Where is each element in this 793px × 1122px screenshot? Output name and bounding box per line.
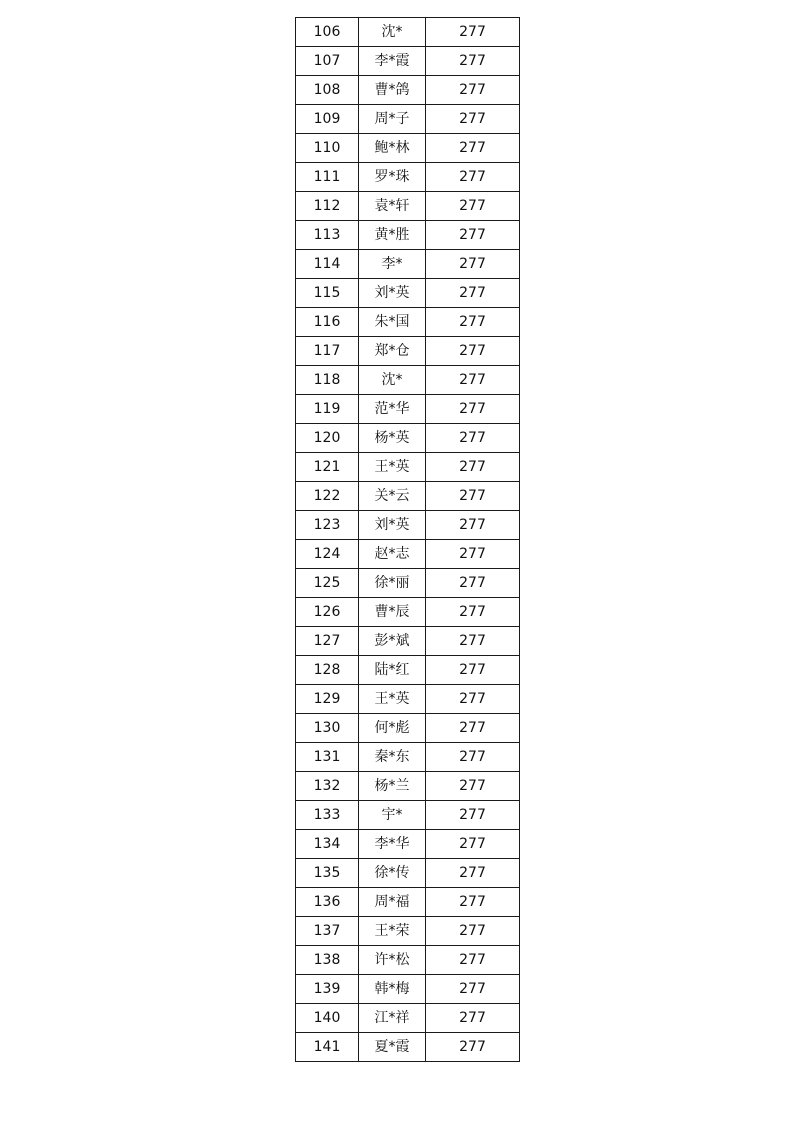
name-cell: 罗*珠: [359, 163, 426, 192]
name-cell: 范*华: [359, 395, 426, 424]
row-number-cell: 126: [296, 598, 359, 627]
score-cell: 277: [426, 1033, 520, 1062]
name-cell: 周*福: [359, 888, 426, 917]
table-row: [296, 1033, 520, 1062]
name-cell: 曹*辰: [359, 598, 426, 627]
roster-table-body: [296, 18, 520, 1062]
name-cell: 关*云: [359, 482, 426, 511]
table-row: [296, 482, 520, 511]
score-cell: 277: [426, 482, 520, 511]
name-cell: 曹*鸽: [359, 76, 426, 105]
name-cell: 江*祥: [359, 1004, 426, 1033]
table-row: [296, 511, 520, 540]
row-number-cell: 136: [296, 888, 359, 917]
score-cell: 277: [426, 366, 520, 395]
score-cell: 277: [426, 76, 520, 105]
score-cell: 277: [426, 888, 520, 917]
score-cell: 277: [426, 308, 520, 337]
score-cell: 277: [426, 540, 520, 569]
row-number-cell: 130: [296, 714, 359, 743]
score-cell: 277: [426, 598, 520, 627]
table-row: [296, 830, 520, 859]
name-cell: 杨*英: [359, 424, 426, 453]
table-row: [296, 395, 520, 424]
table-row: [296, 975, 520, 1004]
score-cell: 277: [426, 627, 520, 656]
row-number-cell: 133: [296, 801, 359, 830]
score-cell: 277: [426, 946, 520, 975]
row-number-cell: 128: [296, 656, 359, 685]
score-cell: 277: [426, 685, 520, 714]
score-cell: 277: [426, 424, 520, 453]
table-row: [296, 888, 520, 917]
row-number-cell: 124: [296, 540, 359, 569]
score-cell: 277: [426, 801, 520, 830]
score-cell: 277: [426, 772, 520, 801]
score-cell: 277: [426, 134, 520, 163]
row-number-cell: 110: [296, 134, 359, 163]
name-cell: 李*: [359, 250, 426, 279]
score-cell: 277: [426, 714, 520, 743]
score-cell: 277: [426, 569, 520, 598]
table-row: [296, 163, 520, 192]
table-row: [296, 18, 520, 47]
row-number-cell: 108: [296, 76, 359, 105]
name-cell: 赵*志: [359, 540, 426, 569]
table-row: [296, 221, 520, 250]
name-cell: 秦*东: [359, 743, 426, 772]
name-cell: 王*英: [359, 453, 426, 482]
row-number-cell: 114: [296, 250, 359, 279]
name-cell: 朱*国: [359, 308, 426, 337]
score-cell: 277: [426, 18, 520, 47]
row-number-cell: 138: [296, 946, 359, 975]
roster-table: [295, 17, 520, 1062]
score-cell: 277: [426, 279, 520, 308]
score-cell: 277: [426, 830, 520, 859]
table-row: [296, 1004, 520, 1033]
table-row: [296, 917, 520, 946]
row-number-cell: 116: [296, 308, 359, 337]
score-cell: 277: [426, 337, 520, 366]
row-number-cell: 115: [296, 279, 359, 308]
name-cell: 杨*兰: [359, 772, 426, 801]
table-row: [296, 308, 520, 337]
name-cell: 宇*: [359, 801, 426, 830]
row-number-cell: 137: [296, 917, 359, 946]
score-cell: 277: [426, 192, 520, 221]
name-cell: 陆*红: [359, 656, 426, 685]
table-row: [296, 801, 520, 830]
score-cell: 277: [426, 917, 520, 946]
score-cell: 277: [426, 859, 520, 888]
table-row: [296, 714, 520, 743]
row-number-cell: 121: [296, 453, 359, 482]
table-row: [296, 134, 520, 163]
name-cell: 许*松: [359, 946, 426, 975]
row-number-cell: 120: [296, 424, 359, 453]
table-row: [296, 337, 520, 366]
score-cell: 277: [426, 395, 520, 424]
name-cell: 彭*斌: [359, 627, 426, 656]
row-number-cell: 117: [296, 337, 359, 366]
row-number-cell: 106: [296, 18, 359, 47]
score-cell: 277: [426, 656, 520, 685]
name-cell: 徐*丽: [359, 569, 426, 598]
name-cell: 郑*仓: [359, 337, 426, 366]
score-cell: 277: [426, 250, 520, 279]
row-number-cell: 107: [296, 47, 359, 76]
row-number-cell: 141: [296, 1033, 359, 1062]
table-row: [296, 598, 520, 627]
name-cell: 黄*胜: [359, 221, 426, 250]
name-cell: 周*子: [359, 105, 426, 134]
row-number-cell: 132: [296, 772, 359, 801]
name-cell: 夏*霞: [359, 1033, 426, 1062]
name-cell: 沈*: [359, 18, 426, 47]
table-row: [296, 540, 520, 569]
name-cell: 刘*英: [359, 279, 426, 308]
score-cell: 277: [426, 105, 520, 134]
name-cell: 王*荣: [359, 917, 426, 946]
row-number-cell: 125: [296, 569, 359, 598]
score-cell: 277: [426, 743, 520, 772]
table-row: [296, 250, 520, 279]
table-row: [296, 366, 520, 395]
row-number-cell: 129: [296, 685, 359, 714]
name-cell: 李*华: [359, 830, 426, 859]
score-cell: 277: [426, 453, 520, 482]
row-number-cell: 113: [296, 221, 359, 250]
score-cell: 277: [426, 221, 520, 250]
name-cell: 沈*: [359, 366, 426, 395]
table-row: [296, 47, 520, 76]
table-row: [296, 685, 520, 714]
score-cell: 277: [426, 975, 520, 1004]
row-number-cell: 127: [296, 627, 359, 656]
table-row: [296, 453, 520, 482]
name-cell: 李*霞: [359, 47, 426, 76]
score-cell: 277: [426, 47, 520, 76]
name-cell: 王*英: [359, 685, 426, 714]
name-cell: 鲍*林: [359, 134, 426, 163]
table-row: [296, 627, 520, 656]
score-cell: 277: [426, 163, 520, 192]
row-number-cell: 123: [296, 511, 359, 540]
row-number-cell: 140: [296, 1004, 359, 1033]
row-number-cell: 134: [296, 830, 359, 859]
table-row: [296, 946, 520, 975]
row-number-cell: 109: [296, 105, 359, 134]
table-row: [296, 656, 520, 685]
name-cell: 徐*传: [359, 859, 426, 888]
name-cell: 刘*英: [359, 511, 426, 540]
table-row: [296, 105, 520, 134]
row-number-cell: 119: [296, 395, 359, 424]
row-number-cell: 118: [296, 366, 359, 395]
row-number-cell: 111: [296, 163, 359, 192]
score-cell: 277: [426, 511, 520, 540]
name-cell: 韩*梅: [359, 975, 426, 1004]
table-row: [296, 743, 520, 772]
table-row: [296, 192, 520, 221]
row-number-cell: 139: [296, 975, 359, 1004]
row-number-cell: 122: [296, 482, 359, 511]
table-row: [296, 76, 520, 105]
table-row: [296, 772, 520, 801]
table-row: [296, 569, 520, 598]
name-cell: 何*彪: [359, 714, 426, 743]
score-cell: 277: [426, 1004, 520, 1033]
table-row: [296, 424, 520, 453]
name-cell: 袁*轩: [359, 192, 426, 221]
row-number-cell: 135: [296, 859, 359, 888]
table-row: [296, 279, 520, 308]
table-row: [296, 859, 520, 888]
row-number-cell: 131: [296, 743, 359, 772]
row-number-cell: 112: [296, 192, 359, 221]
